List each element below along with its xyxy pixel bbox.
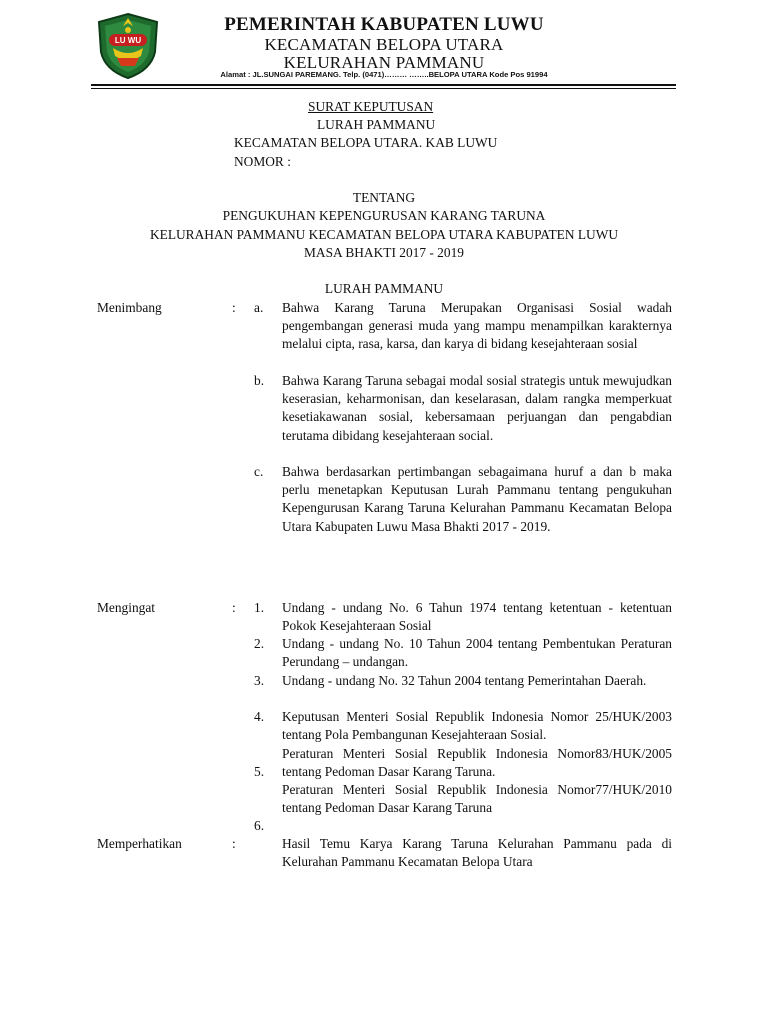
mengingat-item-5: Peraturan Menteri Sosial Republik Indonesia Nomor83/HUK/2005 tentang Pedoman Dasar Karang Taruna. (282, 746, 672, 780)
decree-number: NOMOR : (234, 154, 291, 169)
menimbang-label: Menimbang (97, 300, 162, 315)
menimbang-colon: : (232, 300, 236, 315)
decree-signatory: LURAH PAMMANU (324, 281, 444, 296)
decree-about: TENTANG (352, 190, 416, 205)
mengingat-marker-4: 4. (254, 709, 265, 724)
mengingat-marker-1: 1. (254, 600, 265, 615)
menimbang-item-a: Bahwa Karang Taruna Merupakan Organisasi Sosial wadah pengembangan generasi muda yang mampu menampilkan karakternya melalui cipta, rasa, karsa, dan karya di bidang kesejahteraan sosial (282, 300, 672, 352)
memperhatikan-colon: : (232, 836, 236, 851)
letterhead-rule-thick (91, 84, 676, 86)
letterhead-government: PEMERINTAH KABUPATEN LUWU (224, 14, 544, 35)
regency-logo (95, 12, 161, 80)
mengingat-marker-3: 3. (254, 673, 265, 688)
decree-subject-line3: MASA BHAKTI 2017 - 2019 (304, 245, 464, 260)
mengingat-marker-5: 5. (254, 764, 265, 779)
logo-text: LU WU (114, 36, 142, 45)
letterhead-district: KECAMATAN BELOPA UTARA (264, 35, 504, 54)
decree-region: KECAMATAN BELOPA UTARA. KAB LUWU (234, 135, 498, 150)
memperhatikan-text: Hasil Temu Karya Karang Taruna Kelurahan Pammanu pada di Kelurahan Pammanu Kecamatan Belopa Utara (282, 836, 672, 870)
decree-title: SURAT KEPUTUSAN (308, 99, 434, 114)
mengingat-colon: : (232, 600, 236, 615)
mengingat-marker-6: 6. (254, 818, 265, 833)
mengingat-item-1: Undang - undang No. 6 Tahun 1974 tentang ketentuan - ketentuan Pokok Kesejahteraan Sosial (282, 600, 672, 634)
letterhead-rule-thin (91, 88, 676, 89)
decree-issuer: LURAH PAMMANU (317, 117, 436, 132)
menimbang-marker-b: b. (254, 373, 265, 388)
menimbang-marker-c: c. (254, 464, 264, 479)
mengingat-marker-2: 2. (254, 636, 265, 651)
decree-subject-line1: PENGUKUHAN KEPENGURUSAN KARANG TARUNA (222, 208, 546, 223)
letterhead-village: KELURAHAN PAMMANU (283, 53, 485, 72)
menimbang-item-c: Bahwa berdasarkan pertimbangan sebagaimana huruf a dan b maka perlu menetapkan Keputusan Lurah Pammanu tentang pengukuhan Kepengurusan Karang Taruna Kelurahan Pammanu Kecamatan Belopa Utara Kabupaten Luwu Masa Bhakti 2017 - 2019. (282, 464, 672, 534)
mengingat-label: Mengingat (97, 600, 156, 615)
mengingat-item-3: Undang - undang No. 32 Tahun 2004 tentang Pemerintahan Daerah. (282, 673, 647, 688)
menimbang-marker-a: a. (254, 300, 264, 315)
memperhatikan-label: Memperhatikan (97, 836, 182, 851)
letterhead-address: Alamat : JL.SUNGAI PAREMANG. Telp. (0471)……… ……..BELOPA UTARA Kode Pos 91994 (220, 70, 548, 79)
mengingat-item-4: Keputusan Menteri Sosial Republik Indonesia Nomor 25/HUK/2003 tentang Pola Pembangunan Kesejahteraan Sosial. (282, 709, 672, 743)
menimbang-item-b: Bahwa Karang Taruna sebagai modal sosial strategis untuk mewujudkan keserasian, keharmonisan, dan keselarasan, dalam rangka memperkuat kesetiakawanan sosial, kebersamaan perjuangan dan pengabdian terutama dibidang kesejahteraan social. (282, 373, 672, 443)
decree-subject-line2: KELURAHAN PAMMANU KECAMATAN BELOPA UTARA KABUPATEN LUWU (149, 227, 619, 242)
mengingat-item-2: Undang - undang No. 10 Tahun 2004 tentang Pembentukan Peraturan Perundang – undangan. (282, 636, 672, 670)
mengingat-item-6: Peraturan Menteri Sosial Republik Indonesia Nomor77/HUK/2010 tentang Pedoman Dasar Karang Taruna (282, 782, 672, 816)
